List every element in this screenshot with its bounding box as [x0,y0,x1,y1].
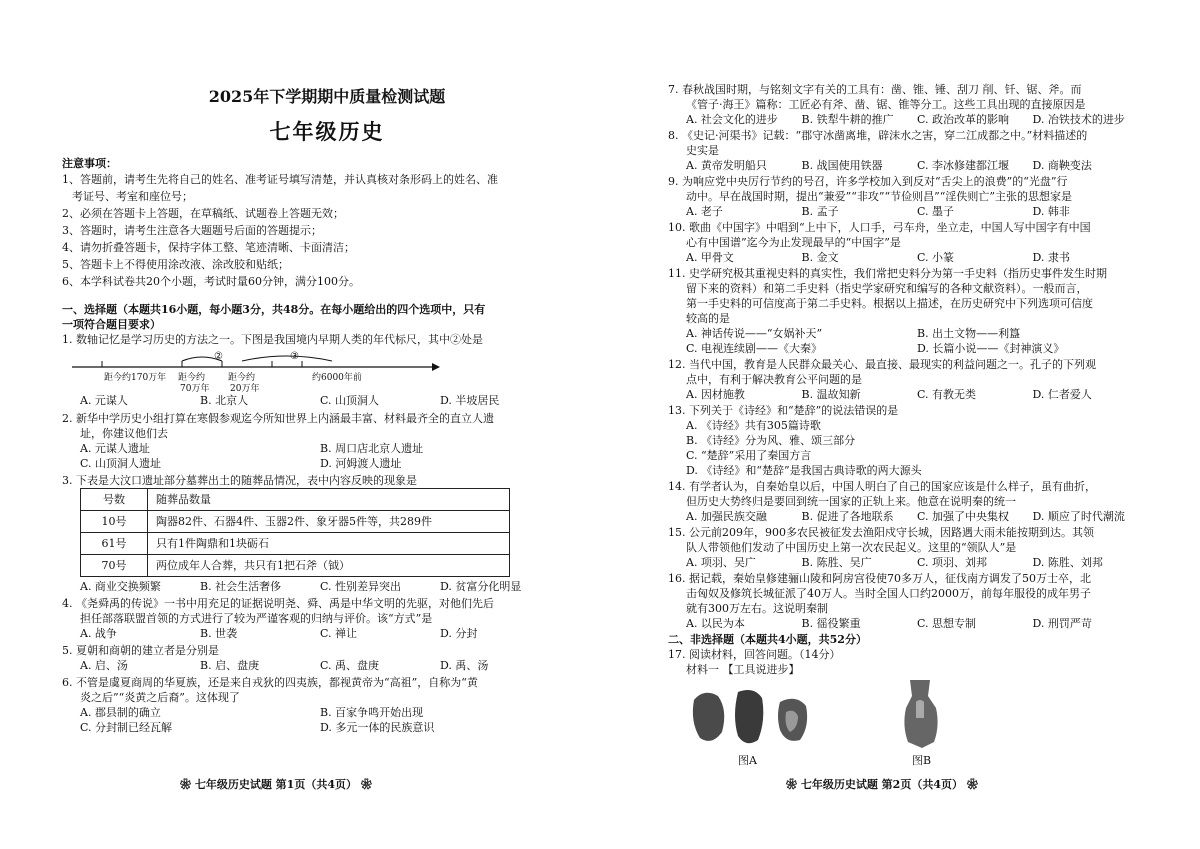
question-stem: 第一手史料的可信度高于第二手史料。根据以上描述，在历史研究中下列选项可信度 [686,297,1093,310]
question-stem: 较高的是 [686,312,730,325]
option[interactable]: D. 贫富分化明显 [440,580,522,593]
footer-text: 七年级历史试题 第1页（共4页） [194,778,357,791]
question-stem: 14. 有学者认为，自秦始皇以后，中国人明白了自己的国家应该是什么样子，虽有曲折， [668,480,1096,493]
table-row [81,533,510,555]
option[interactable]: A. 神话传说——“女娲补天” [686,327,823,340]
notice-item: 3、答题时，请考生注意各大题题号后面的答题提示； [62,224,322,237]
option[interactable]: D. 禹、汤 [440,659,489,672]
option[interactable]: B. 金文 [801,251,839,264]
options [668,204,1148,219]
timeline-figure [62,347,592,393]
option[interactable]: A. 甲骨文 [686,251,734,264]
option[interactable]: A. 项羽、吴广 [686,556,756,569]
question-stem: 9. 为响应党中央厉行节约的号召，许多学校加入到反对“舌尖上的浪费”的“光盘”行 [668,175,1068,188]
option[interactable]: A. 启、汤 [80,659,128,672]
options [62,705,592,720]
right-column [668,82,1148,677]
option[interactable]: A. 元谋人 [80,394,128,407]
question-stem: 点中，有利于解决教育公平问题的是 [686,373,862,386]
option[interactable]: B. 温故知新 [801,388,861,401]
flower-icon: ❀ [360,778,372,791]
option[interactable]: D. 冶铁技术的进步 [1032,113,1125,126]
question-stem: 队人带领他们发动了中国历史上第一次农民起义。这里的“领队人”是 [686,541,1017,554]
option[interactable]: C. 项羽、刘邦 [917,556,988,569]
stone-tools-image [688,686,818,748]
options [668,509,1148,524]
subject-title: 七年级历史 [269,119,385,144]
options [668,387,1148,402]
question-stem: 6. 不管是虞夏商周的华夏族，还是来自戎狄的四夷族，都视黄帝为“高祖”，自称为“黄 [62,676,478,689]
options [668,112,1148,127]
option[interactable]: C. “楚辞”采用了秦国方言 [686,449,812,462]
question-stem: 8. 《史记·河渠书》记载：“郡守冰凿离堆，辟沫水之害，穿二江成都之中。”材料描述的 [668,129,1088,142]
question-stem: 12. 当代中国，教育是人民群众最关心、最直接、最现实的利益问题之一。孔子的下列观 [668,358,1096,371]
option[interactable]: A. 因材施教 [686,388,745,401]
option[interactable]: C. 政治改革的影响 [917,113,1010,126]
options [62,393,592,408]
option[interactable]: C. 电视连续剧——《大秦》 [686,342,823,355]
option[interactable]: C. 分封制已经瓦解 [80,721,173,734]
option[interactable]: A. 元谋人遗址 [80,442,150,455]
left-column [62,156,592,735]
table-cell: 61号 [81,533,148,555]
question-stem: 10. 歌曲《中国字》中唱到“上中下，人口手，弓车舟，坐立走，中国人写中国字有中国 [668,221,1091,234]
notice-item: 5、答题卡上不得使用涂改液、涂改胶和贴纸； [62,258,289,271]
options [62,720,592,735]
footer-text: 七年级历史试题 第2页（共4页） [800,778,963,791]
question-stem: 1. 数轴记忆是学习历史的方法之一。下图是我国境内早期人类的年代标尺，其中②处是 [62,333,483,346]
question-stem: 7. 春秋战国时期，与铭刻文字有关的工具有：凿、锥、锤、刮刀 削、钎、锯、斧。而 [668,83,1082,96]
options [62,658,592,673]
flower-icon: ❀ [966,778,978,791]
question-stem: 史实是 [686,144,719,157]
table-row [81,511,510,533]
options [62,626,592,641]
question-stem: 2. 新华中学历史小组打算在寒假参观迄今所知世界上内涵最丰富、材料最齐全的直立人遗 [62,412,494,425]
notice-item: 2、必须在答题卡上答题，在草稿纸、试题卷上答题无效； [62,207,344,220]
option[interactable]: D. 半坡居民 [440,394,500,407]
table-row [81,555,510,577]
question-stem: 11. 史学研究极其重视史料的真实性，我们常把史料分为第一手史料（指历史事件发生时期 [668,267,1107,280]
option[interactable]: A. 郡县制的确立 [80,706,161,719]
question-stem: 动中。早在战国时期，提出“兼爱”“非攻”“节俭则昌”“淫佚则亡”主张的思想家是 [686,190,1072,203]
section-heading: 一、选择题（本题共16小题，每小题3分，共48分。在每小题给出的四个选项中，只有 [62,303,486,316]
question-stem: 15. 公元前209年，900多农民被征发去渔阳戍守长城，因路遇大雨未能按期到达。其领 [668,526,1094,539]
table-cell: 70号 [81,555,148,577]
option[interactable]: D. 分封 [440,627,478,640]
option[interactable]: B. 百家争鸣开始出现 [320,706,424,719]
table-cell: 只有1件陶鼎和1块砺石 [148,533,510,555]
options [668,555,1148,570]
question-stem: 5. 夏朝和商朝的建立者是分别是 [62,644,219,657]
option[interactable]: D. 刑罚严苛 [1032,617,1092,630]
option[interactable]: C. 禹、盘庚 [320,659,380,672]
option[interactable]: B. 世袭 [200,627,238,640]
option[interactable]: B. 陈胜、吴广 [801,556,872,569]
table-header: 随葬品数量 [148,489,510,511]
timeline-marker-3: ③ [290,351,299,362]
option[interactable]: C. 禅让 [320,627,358,640]
question-stem: 心有中国谱”迄今为止发现最早的“中国字”是 [686,236,901,249]
option[interactable]: B. 出土文物——利簋 [917,327,1021,340]
option[interactable]: C. 小篆 [917,251,955,264]
option[interactable]: A. 加强民族交融 [686,510,767,523]
bronze-tool-image [896,678,946,750]
option[interactable]: A. 黄帝发明船只 [686,159,767,172]
option[interactable]: D. 河姆渡人遗址 [320,457,402,470]
flower-icon: ❀ [180,778,195,791]
option[interactable]: B. 北京人 [200,394,249,407]
option[interactable]: D. 多元一体的民族意识 [320,721,435,734]
options [668,341,1148,356]
question-stem: 《管子·海王》篇称：工匠必有斧、凿、锯、锥等分工。这些工具出现的直接原因是 [686,98,1086,111]
option[interactable]: B. 社会生活奢侈 [200,580,282,593]
question-stem: 留下来的资料）和第二手史料（指史学家研究和编写的各种文献资料）。一般而言， [686,282,1088,295]
question-stem: 址，你建议他们去 [80,427,168,440]
option[interactable]: B. 孟子 [801,205,839,218]
flower-icon: ❀ [786,778,801,791]
option[interactable]: D. 《诗经》和“楚辞”是我国古典诗歌的两大源头 [686,464,922,477]
option[interactable]: C. 思想专制 [917,617,977,630]
option[interactable]: B. 铁犁牛耕的推广 [801,113,894,126]
question-stem: 3. 下表是大汶口遗址部分墓葬出土的随葬品情况，表中内容反映的现象是 [62,474,417,487]
option[interactable]: C. 李冰修建都江堰 [917,159,1010,172]
figure-b-label: 图B [912,754,932,767]
table-cell: 两位成年人合葬，共只有1把石斧（钺） [148,555,510,577]
burial-table [80,488,510,577]
section-heading: 二、非选择题（本题共4小题，共52分） [668,633,867,646]
option[interactable]: A. 老子 [686,205,723,218]
option[interactable]: A. 《诗经》共有305篇诗歌 [686,419,821,432]
option[interactable]: B. 《诗经》分为风、雅、颂三部分 [686,434,856,447]
page-footer-right [786,776,978,792]
options [668,158,1148,173]
question-stem: 击匈奴及修筑长城征派了40万人。当时全国人口约2000万，前每年服役的成年男子 [686,587,1091,600]
material-label: 材料一 【工具说进步】 [686,663,800,676]
question-stem: 但历史大势终归是要回到统一国家的正轨上来。他意在说明秦的统一 [686,495,1016,508]
option[interactable]: C. 性别差异突出 [320,580,402,593]
option[interactable]: D. 商鞅变法 [1032,159,1092,172]
question-stem: 17. 阅读材料，回答问题。（14分） [668,648,841,661]
page-footer-left [180,776,372,792]
timeline-label-c: 20万年 [230,384,260,394]
options [62,579,592,594]
option[interactable]: D. 长篇小说——《封神演义》 [917,342,1065,355]
option[interactable]: D. 隶书 [1032,251,1070,264]
option[interactable]: C. 墨子 [917,205,955,218]
timeline-label-c: 距今约 [228,373,256,383]
timeline-label-b: 距今约 [178,373,206,383]
section-heading: 一项符合题目要求） [62,318,161,331]
options [668,326,1148,341]
option[interactable]: C. 山顶洞人遗址 [80,457,162,470]
options [62,441,592,456]
question-stem: 13. 下列关于《诗经》和“楚辞”的说法错误的是 [668,404,899,417]
option[interactable]: A. 战争 [80,627,117,640]
option[interactable]: A. 商业交换频繁 [80,580,161,593]
notice-heading: 注意事项： [62,157,117,170]
option[interactable]: A. 社会文化的进步 [686,113,778,126]
option[interactable]: B. 启、盘庚 [200,659,260,672]
question-stem: 4. 《尧舜禹的传说》一书中用充足的证据说明尧、舜、禹是中华文明的先驱，对他们先后 [62,597,494,610]
table-cell: 10号 [81,511,148,533]
option[interactable]: B. 战国使用铁器 [801,159,883,172]
option[interactable]: D. 仁者爱人 [1032,388,1092,401]
notice-item: 4、请勿折叠答题卡，保持字体工整、笔迹清晰、卡面清洁； [62,241,355,254]
timeline-label-d: 约6000年前 [312,373,362,383]
option[interactable]: A. 以民为本 [686,617,745,630]
timeline-axis [72,347,452,393]
question-stem: 炎之后”“炎黄之后裔”。这体现了 [80,691,240,704]
option[interactable]: D. 顺应了时代潮流 [1032,510,1125,523]
options [62,456,592,471]
question-stem: 就有300万左右。这说明秦制 [686,602,828,615]
option[interactable]: B. 徭役繁重 [801,617,861,630]
table-cell: 陶器82件、石器4件、玉器2件、象牙器5件等，共289件 [148,511,510,533]
option[interactable]: D. 陈胜、刘邦 [1032,556,1103,569]
figure-a-label: 图A [738,754,757,767]
timeline-label-a: 距今约170万年 [104,373,167,383]
option[interactable]: C. 有教无类 [917,388,977,401]
option[interactable]: B. 周口店北京人遗址 [320,442,424,455]
exam-title: 2025年下学期期中质量检测试题 [208,87,446,106]
option[interactable]: C. 加强了中央集权 [917,510,1010,523]
table-header: 号数 [81,489,148,511]
options [668,616,1148,631]
notice-item: 1、答题前，请考生先将自己的姓名、准考证号填写清楚，并认真核对条形码上的姓名、准 [62,173,498,186]
option[interactable]: D. 韩非 [1032,205,1070,218]
option[interactable]: C. 山顶洞人 [320,394,380,407]
question-stem: 担任部落联盟首领的方式进行了较为严谨客观的归纳与评价。该“方式”是 [80,612,433,625]
question-stem: 16. 据记载，秦始皇修建骊山陵和阿房宫役使70多万人，征伐南方调发了50万士卒，北 [668,572,1091,585]
timeline-marker-2: ② [214,351,223,362]
options [668,250,1148,265]
notice-item: 6、本学科试卷共20个小题，考试时量60分钟，满分100分。 [62,275,360,288]
notice-item: 考证号、考室和座位号； [72,190,193,203]
option[interactable]: B. 促进了各地联系 [801,510,894,523]
table-header-row [81,489,510,511]
timeline-label-b: 70万年 [180,384,210,394]
